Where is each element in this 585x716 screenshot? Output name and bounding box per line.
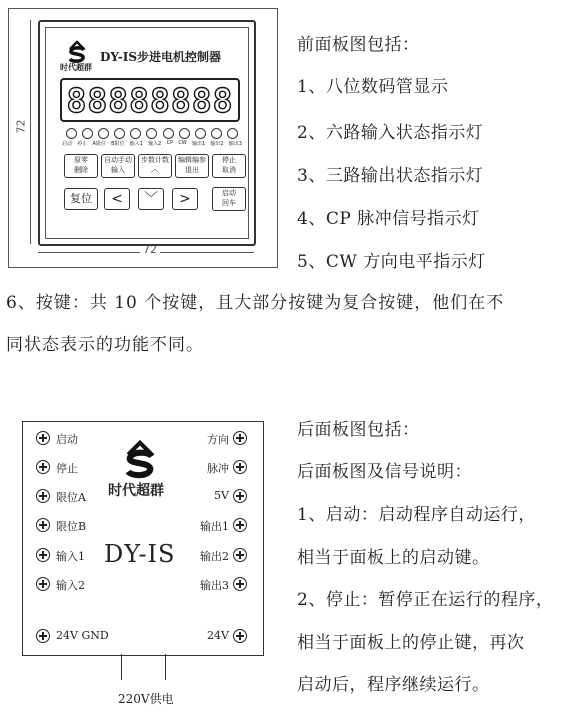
reset-button[interactable]: 复位 (64, 188, 98, 210)
plus-terminal-icon (36, 577, 50, 591)
edit-param-exit-key[interactable]: 编辑编参 退出 (175, 154, 209, 178)
led-output-3 (227, 128, 238, 139)
display-digits: 88888888 (66, 80, 234, 120)
terminal-label: 限位A (56, 491, 86, 504)
led-limit-a (98, 128, 109, 139)
down-arrow-button[interactable] (138, 188, 164, 210)
auto-manual-input-key[interactable]: 自动手动 输入 (101, 154, 135, 178)
led-start (66, 128, 77, 139)
terminal-label: 输出1 (200, 520, 229, 533)
plus-terminal-icon (233, 431, 247, 445)
keys-paragraph-line-2: 同状态表示的功能不同。 (6, 335, 204, 355)
plus-terminal-icon (233, 489, 247, 503)
led-output-1 (195, 128, 206, 139)
terminal-label: 输出2 (200, 550, 229, 563)
steps-count-up-key[interactable]: 步数计数 ︿ (138, 154, 172, 178)
zero-delete-key[interactable]: 原零 删除 (64, 154, 98, 178)
chevron-left-icon: < (111, 191, 123, 207)
led-label: 输出2 (210, 141, 224, 147)
power-label: 220V供电 (118, 692, 174, 706)
keys-paragraph-line-1: 6、按键：共 10 个按键，且大部分按键为复合按键，他们在不 (6, 293, 505, 313)
front-item-4: 4、CP 脉冲信号指示灯 (297, 209, 480, 229)
led-label: 输入2 (148, 141, 162, 147)
indicator-led-row (66, 128, 238, 140)
up-arrow-icon: ︿ (150, 165, 160, 175)
front-item-2: 2、六路输入状态指示灯 (297, 123, 484, 143)
led-label: B限位 (111, 141, 125, 147)
led-label: CP (166, 140, 174, 146)
led-input-1 (130, 128, 141, 139)
led-input-2 (146, 128, 157, 139)
terminal-label: 启动 (56, 433, 78, 446)
front-model-title: DY-IS步进电机控制器 (100, 50, 222, 64)
terminal-label: 输入1 (56, 550, 85, 563)
height-dimension-line (30, 20, 31, 244)
start-enter-key[interactable]: 启动 回车 (212, 187, 246, 211)
plus-terminal-icon (36, 548, 50, 562)
plus-terminal-icon (233, 577, 247, 591)
led-limit-b (114, 128, 125, 139)
front-brand-name: 时代超群 (60, 63, 92, 72)
terminal-label: 输出3 (200, 579, 229, 592)
led-label-row (62, 140, 242, 147)
terminal-label: 停止 (56, 462, 78, 475)
led-label: 启动 (62, 141, 73, 147)
left-arrow-button[interactable] (104, 188, 130, 210)
back-line-5: 相当于面板上的停止键，再次 (297, 633, 525, 653)
front-item-3: 3、三路输出状态指示灯 (297, 166, 484, 186)
led-label: CW (178, 140, 187, 146)
back-heading: 后面板图包括： (297, 420, 420, 440)
front-item-1: 1、八位数码管显示 (297, 77, 449, 97)
chevron-down-icon: ﹀ (144, 191, 158, 207)
back-model-label: DY-IS (104, 540, 176, 568)
width-dimension-label: 72 (140, 243, 160, 256)
terminal-label: 方向 (207, 433, 229, 446)
terminal-label: 脉冲 (207, 462, 229, 475)
terminal-label: 5V (214, 489, 229, 502)
power-wire (121, 654, 122, 680)
terminal-label: 24V GND (56, 629, 109, 642)
plus-terminal-icon (36, 489, 50, 503)
led-cw (179, 128, 190, 139)
terminal-label: 输入2 (56, 579, 85, 592)
plus-terminal-icon (36, 629, 50, 643)
back-line-4: 2、停止：暂停正在运行的程序， (297, 590, 554, 610)
plus-terminal-icon (233, 518, 247, 532)
back-line-6: 启动后，程序继续运行。 (297, 675, 490, 695)
front-item-5: 5、CW 方向电平指示灯 (297, 252, 486, 272)
led-label: 输出3 (228, 141, 242, 147)
chevron-right-icon: > (179, 191, 191, 207)
led-label: A限位 (92, 141, 106, 147)
brand-logo-icon (64, 38, 90, 64)
eight-digit-display (60, 78, 240, 122)
back-line-3: 相当于面板上的启动键。 (297, 548, 490, 568)
height-dimension-label: 72 (14, 119, 28, 134)
back-line-2: 1、启动：启动程序自动运行， (297, 505, 536, 525)
plus-terminal-icon (233, 460, 247, 474)
stop-cancel-key[interactable]: 停止 取消 (212, 154, 246, 178)
right-arrow-button[interactable] (172, 188, 198, 210)
terminal-label: 24V (207, 629, 229, 642)
power-wire (165, 654, 166, 680)
led-label: 输入1 (129, 141, 143, 147)
plus-terminal-icon (36, 518, 50, 532)
back-brand-name: 时代超群 (108, 483, 164, 499)
plus-terminal-icon (233, 548, 247, 562)
plus-terminal-icon (36, 460, 50, 474)
back-line-1: 后面板图及信号说明： (297, 462, 472, 482)
brand-logo-icon (118, 436, 162, 480)
terminal-label: 限位B (56, 520, 87, 533)
led-cp (163, 128, 174, 139)
led-stop (82, 128, 93, 139)
led-label: 输出1 (191, 141, 206, 147)
plus-terminal-icon (36, 431, 50, 445)
led-output-2 (211, 128, 222, 139)
plus-terminal-icon (233, 629, 247, 643)
front-heading: 前面板图包括： (297, 35, 420, 55)
led-label: 停止 (77, 141, 88, 147)
